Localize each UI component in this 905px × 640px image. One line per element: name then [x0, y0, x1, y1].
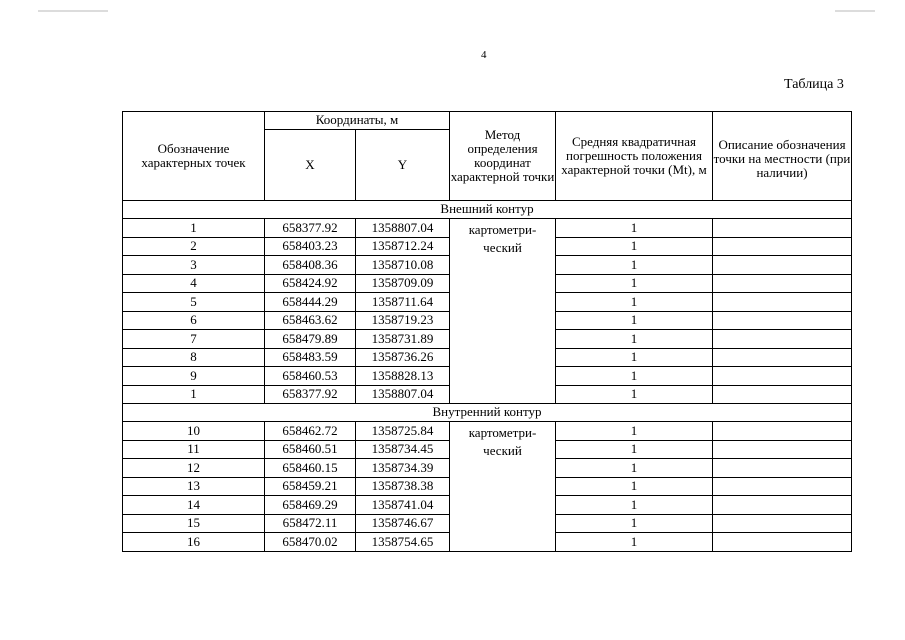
error-cell: 1 [556, 293, 713, 312]
description-cell [713, 348, 852, 367]
header-row [123, 112, 852, 130]
description-cell [713, 477, 852, 496]
y-coordinate-cell: 1358734.45 [356, 440, 450, 459]
x-coordinate-cell: 658460.53 [265, 367, 356, 386]
description-cell [713, 237, 852, 256]
point-number-cell: 12 [123, 459, 265, 478]
y-coordinate-cell: 1358710.08 [356, 256, 450, 275]
y-coordinate-cell: 1358731.89 [356, 330, 450, 349]
y-coordinate-cell: 1358754.65 [356, 533, 450, 552]
description-cell [713, 256, 852, 275]
method-cell: картометри-ческий [450, 422, 556, 552]
error-cell: 1 [556, 514, 713, 533]
y-coordinate-cell: 1358738.38 [356, 477, 450, 496]
description-cell [713, 293, 852, 312]
description-cell [713, 367, 852, 386]
y-coordinate-cell: 1358736.26 [356, 348, 450, 367]
x-coordinate-cell: 658479.89 [265, 330, 356, 349]
y-coordinate-cell: 1358828.13 [356, 367, 450, 386]
x-coordinate-cell: 658483.59 [265, 348, 356, 367]
y-coordinate-cell: 1358746.67 [356, 514, 450, 533]
point-number-cell: 6 [123, 311, 265, 330]
x-coordinate-cell: 658408.36 [265, 256, 356, 275]
description-cell [713, 385, 852, 404]
method-cell: картометри-ческий [450, 219, 556, 404]
point-number-cell: 4 [123, 274, 265, 293]
error-cell: 1 [556, 274, 713, 293]
header-error: Средняя квадратичная погрешность положения характерной точки (Mt), м [556, 112, 713, 201]
description-cell [713, 219, 852, 238]
point-number-cell: 13 [123, 477, 265, 496]
error-cell: 1 [556, 311, 713, 330]
description-cell [713, 311, 852, 330]
y-coordinate-cell: 1358712.24 [356, 237, 450, 256]
page-number: 4 [481, 49, 487, 61]
point-number-cell: 1 [123, 385, 265, 404]
error-cell: 1 [556, 459, 713, 478]
point-number-cell: 15 [123, 514, 265, 533]
description-cell [713, 440, 852, 459]
error-cell: 1 [556, 440, 713, 459]
y-coordinate-cell: 1358725.84 [356, 422, 450, 441]
error-cell: 1 [556, 237, 713, 256]
x-coordinate-cell: 658377.92 [265, 385, 356, 404]
point-number-cell: 8 [123, 348, 265, 367]
point-number-cell: 2 [123, 237, 265, 256]
point-number-cell: 10 [123, 422, 265, 441]
point-number-cell: 5 [123, 293, 265, 312]
error-cell: 1 [556, 422, 713, 441]
x-coordinate-cell: 658460.15 [265, 459, 356, 478]
table-row [123, 219, 852, 238]
y-coordinate-cell: 1358807.04 [356, 385, 450, 404]
y-coordinate-cell: 1358807.04 [356, 219, 450, 238]
point-number-cell: 9 [123, 367, 265, 386]
section-title: Внешний контур [123, 201, 852, 219]
description-cell [713, 514, 852, 533]
table-body [123, 112, 852, 552]
description-cell [713, 330, 852, 349]
header-coordinates: Координаты, м [265, 112, 450, 130]
error-cell: 1 [556, 496, 713, 515]
error-cell: 1 [556, 330, 713, 349]
header-description: Описание обозначения точки на местности (при наличии) [713, 112, 852, 201]
header-y: Y [356, 130, 450, 201]
point-number-cell: 1 [123, 219, 265, 238]
header-method: Метод определения координат характерной точки [450, 112, 556, 201]
x-coordinate-cell: 658462.72 [265, 422, 356, 441]
table-row [123, 422, 852, 441]
header-designation: Обозначение характерных точек [123, 112, 265, 201]
description-cell [713, 459, 852, 478]
description-cell [713, 533, 852, 552]
error-cell: 1 [556, 533, 713, 552]
x-coordinate-cell: 658459.21 [265, 477, 356, 496]
table-caption: Таблица 3 [784, 77, 844, 92]
description-cell [713, 274, 852, 293]
scan-artifact [38, 10, 108, 12]
x-coordinate-cell: 658470.02 [265, 533, 356, 552]
error-cell: 1 [556, 367, 713, 386]
x-coordinate-cell: 658377.92 [265, 219, 356, 238]
point-number-cell: 7 [123, 330, 265, 349]
section-row [123, 404, 852, 422]
point-number-cell: 16 [123, 533, 265, 552]
section-title: Внутренний контур [123, 404, 852, 422]
point-number-cell: 11 [123, 440, 265, 459]
x-coordinate-cell: 658472.11 [265, 514, 356, 533]
scan-artifact [835, 10, 875, 12]
description-cell [713, 496, 852, 515]
header-x: X [265, 130, 356, 201]
error-cell: 1 [556, 256, 713, 275]
x-coordinate-cell: 658403.23 [265, 237, 356, 256]
y-coordinate-cell: 1358709.09 [356, 274, 450, 293]
error-cell: 1 [556, 348, 713, 367]
x-coordinate-cell: 658460.51 [265, 440, 356, 459]
point-number-cell: 14 [123, 496, 265, 515]
y-coordinate-cell: 1358741.04 [356, 496, 450, 515]
x-coordinate-cell: 658444.29 [265, 293, 356, 312]
error-cell: 1 [556, 219, 713, 238]
coordinates-table [122, 111, 852, 552]
x-coordinate-cell: 658469.29 [265, 496, 356, 515]
x-coordinate-cell: 658463.62 [265, 311, 356, 330]
error-cell: 1 [556, 477, 713, 496]
y-coordinate-cell: 1358719.23 [356, 311, 450, 330]
point-number-cell: 3 [123, 256, 265, 275]
error-cell: 1 [556, 385, 713, 404]
description-cell [713, 422, 852, 441]
y-coordinate-cell: 1358734.39 [356, 459, 450, 478]
section-row [123, 201, 852, 219]
y-coordinate-cell: 1358711.64 [356, 293, 450, 312]
x-coordinate-cell: 658424.92 [265, 274, 356, 293]
